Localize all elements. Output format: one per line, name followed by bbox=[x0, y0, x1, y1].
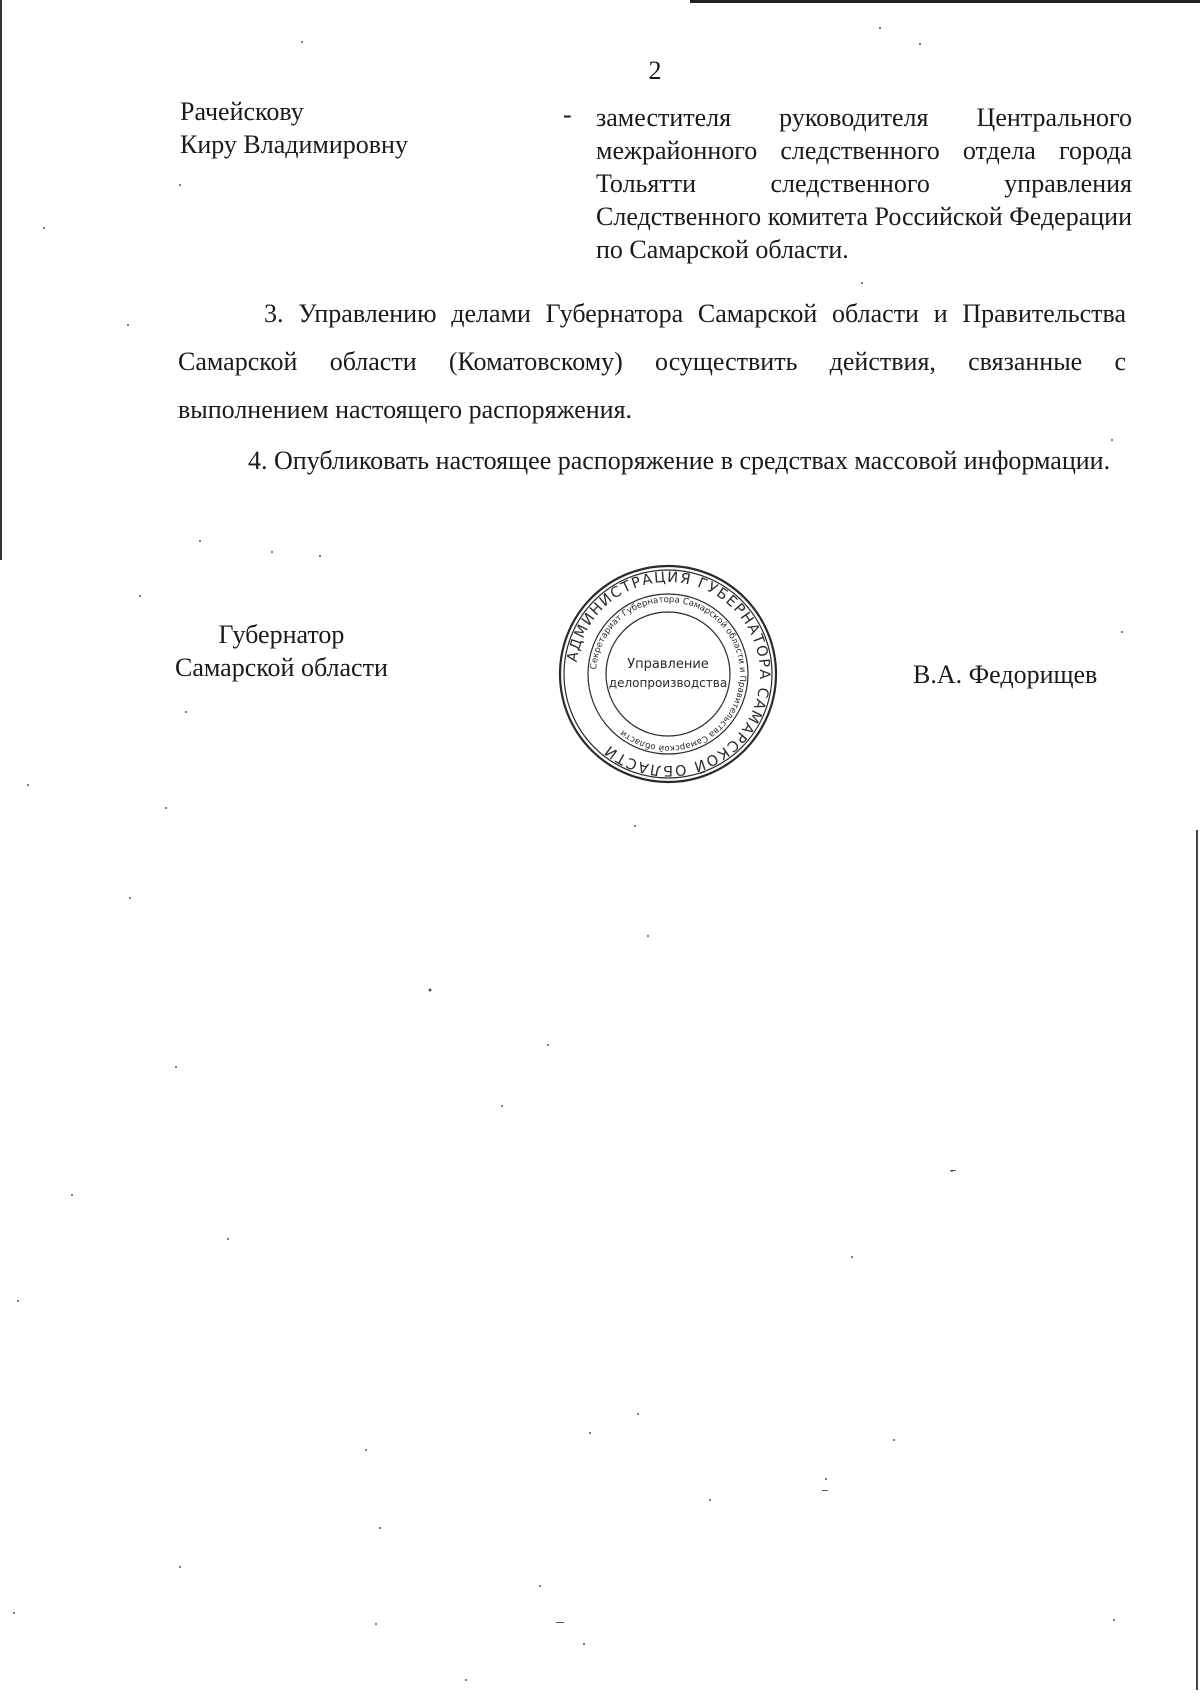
appointee-position: заместителя руководителя Центрального межрайонного следственного отдела города Тольятти следственного управления Следственного комитета Российской Федерации по Самарской области. bbox=[596, 103, 1132, 264]
paragraph-4: 4. Опубликовать настоящее распоряжение в средствах массовой информации. bbox=[248, 446, 1111, 475]
appointee-dash: - bbox=[563, 100, 572, 129]
stamp-inner-text: Секретариат Губернатора Самарской области и Правительства Самарской области bbox=[589, 594, 748, 754]
appointee-surname: Рачейскову bbox=[180, 97, 304, 126]
paragraph-3: 3. Управлению делами Губернатора Самарской области и Правительства Самарской области (Коматовскому) осуществить действия, связанные с выполнением настоящего распоряжения. bbox=[178, 299, 1126, 424]
signatory-name: В.А. Федорищев bbox=[913, 660, 1098, 689]
stamp-center-line1: Управление bbox=[627, 657, 709, 672]
stamp-outer-text: АДМИНИСТРАЦИЯ ГУБЕРНАТОРА САМАРСКОЙ ОБЛАСТИ bbox=[564, 569, 773, 779]
stamp-center-line2: делопроизводства bbox=[608, 676, 728, 690]
signature-title-line1: Губернатор bbox=[218, 620, 345, 649]
signature-title-line2: Самарской области bbox=[175, 653, 388, 682]
page-number: 2 bbox=[648, 56, 662, 85]
appointee-given-names: Киру Владимировну bbox=[180, 130, 408, 159]
